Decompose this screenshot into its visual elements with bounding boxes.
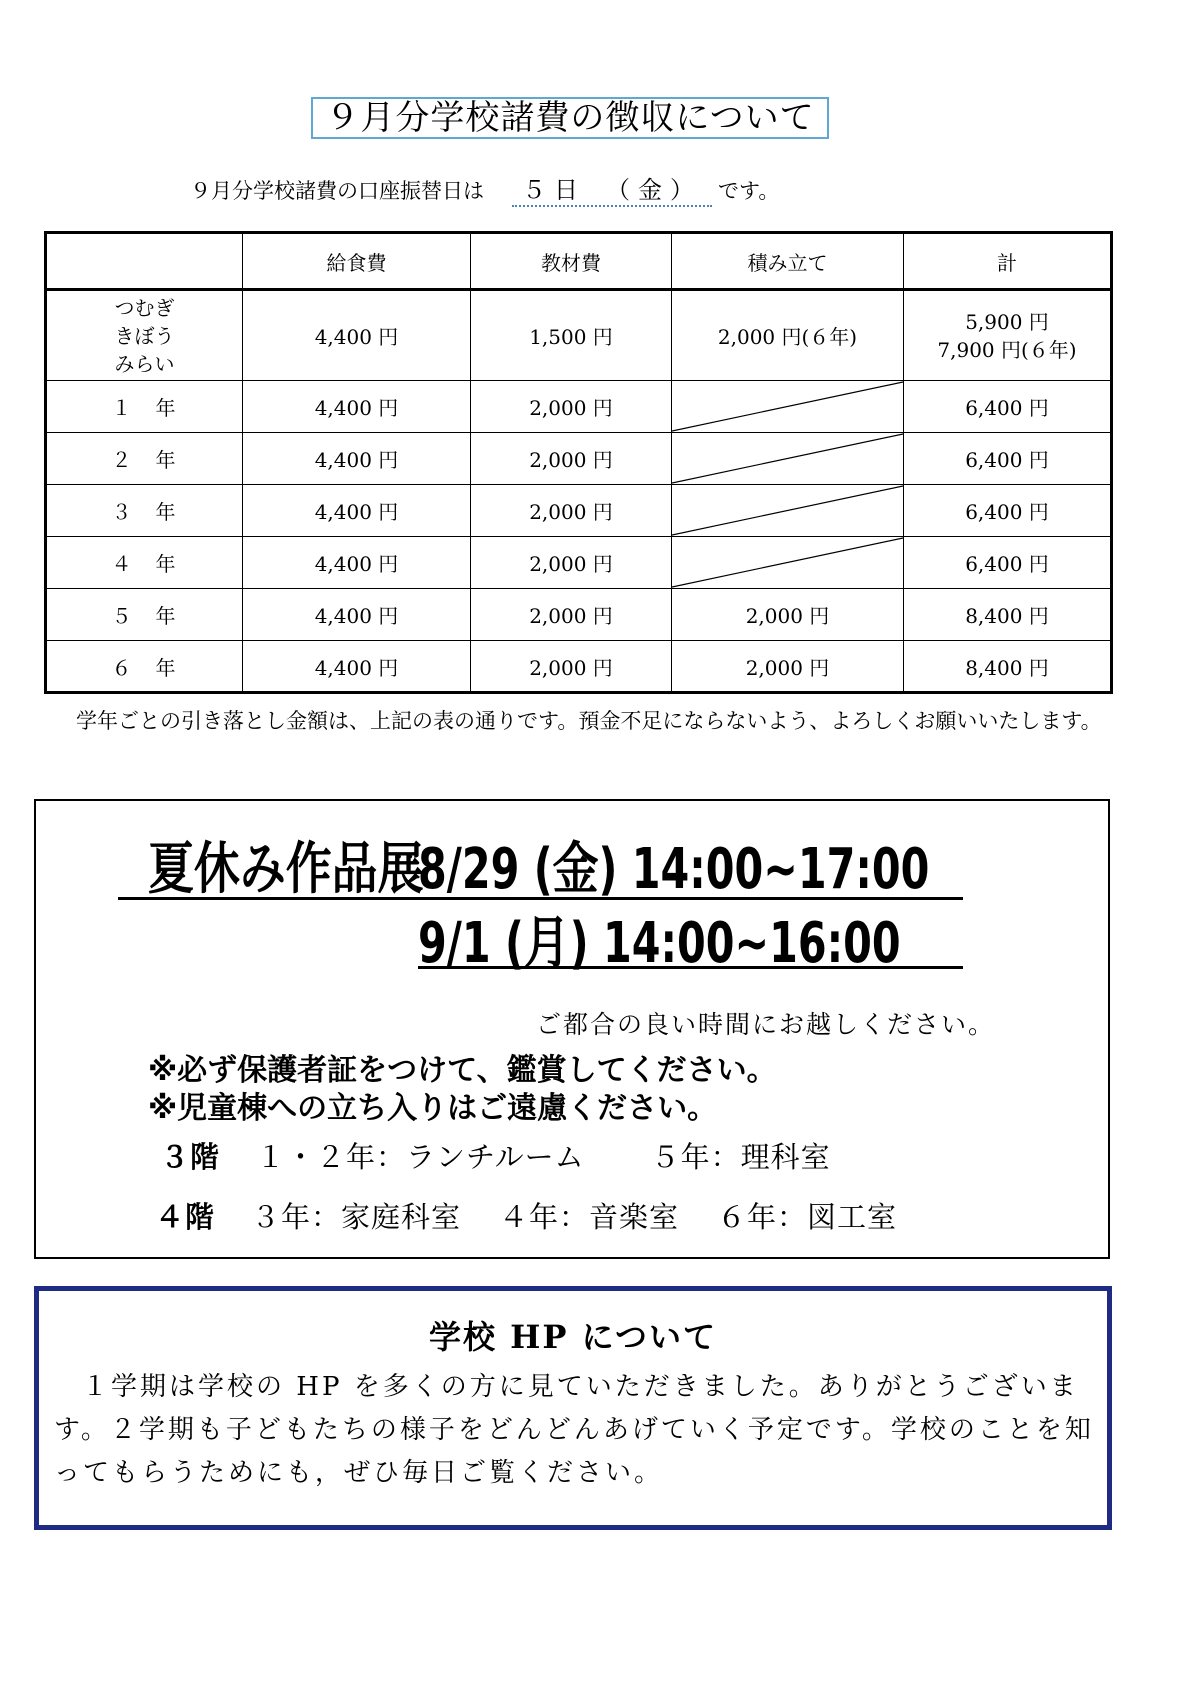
floor-label: ３階 — [160, 1140, 221, 1174]
cell-total: 6,400 円 — [904, 433, 1112, 485]
cell-lunch: 4,400 円 — [243, 537, 471, 589]
underline-2 — [418, 966, 963, 969]
cell-total: 6,400 円 — [904, 537, 1112, 589]
header-lunch: 給食費 — [243, 233, 471, 290]
warning-no-entry: ※児童棟への立ち入りはご遠慮ください。 — [148, 1091, 718, 1126]
special-class-label: つむぎ きぼう みらい — [46, 290, 243, 381]
header-blank — [46, 233, 243, 290]
floor-label: ４階 — [155, 1200, 216, 1234]
diagonal-slash — [672, 537, 903, 588]
cell-lunch: 4,400 円 — [243, 641, 471, 693]
floor-4-rooms — [155, 1195, 897, 1236]
cell-total: 5,900 円 7,900 円(６年) — [904, 290, 1112, 381]
exhibition-title: 夏休み作品展 — [148, 837, 424, 902]
transfer-suffix: です。 — [718, 179, 780, 203]
grade-label: １ 年 — [46, 381, 243, 433]
cell-materials: 2,000 円 — [471, 381, 672, 433]
cell-materials: 2,000 円 — [471, 537, 672, 589]
table-row-special — [46, 290, 1112, 381]
cell-materials: 2,000 円 — [471, 589, 672, 641]
cell-savings-empty — [672, 485, 904, 537]
cell-savings-empty — [672, 537, 904, 589]
grade-label: ２ 年 — [46, 433, 243, 485]
page-title: ９月分学校諸費の徴収について — [311, 97, 829, 139]
header-savings: 積み立て — [672, 233, 904, 290]
cell-lunch: 4,400 円 — [243, 485, 471, 537]
cell-lunch: 4,400 円 — [243, 381, 471, 433]
cell-savings: 2,000 円(６年) — [672, 290, 904, 381]
table-row — [46, 589, 1112, 641]
exhibition-schedule-1: 8/29 (金) 14:00~17:00 — [418, 837, 930, 902]
exhibition-note: ご都合の良い時間にお越しください。 — [536, 1010, 996, 1039]
table-header-row — [46, 233, 1112, 290]
cell-materials: 2,000 円 — [471, 433, 672, 485]
cell-savings-empty — [672, 381, 904, 433]
underline-1 — [118, 897, 963, 900]
hp-body: １学期は学校の HP を多くの方に見ていただきました。ありがとうございます。２学期も子どもたちの様子をどんどんあげていく予定です。学校のことを知ってもらうためにも，ぜひ毎日ご覧ください。 — [54, 1372, 1094, 1488]
diagonal-slash — [672, 433, 903, 484]
hp-title: 学校 HP について — [429, 1318, 717, 1356]
diagonal-slash — [672, 381, 903, 432]
table-row — [46, 537, 1112, 589]
table-row — [46, 381, 1112, 433]
warning-guardian-badge: ※必ず保護者証をつけて、鑑賞してください。 — [148, 1053, 777, 1088]
cell-materials: 2,000 円 — [471, 641, 672, 693]
fee-table — [44, 231, 1113, 694]
cell-lunch: 4,400 円 — [243, 290, 471, 381]
cell-total: 8,400 円 — [904, 641, 1112, 693]
diagonal-slash — [672, 485, 903, 536]
room-item: ４年：音楽室 — [499, 1200, 680, 1234]
cell-total: 8,400 円 — [904, 589, 1112, 641]
table-note: 学年ごとの引き落とし金額は、上記の表の通りです。預金不足にならないよう、よろしくお願いいたします。 — [76, 709, 1102, 733]
cell-savings-empty — [672, 433, 904, 485]
transfer-date: ５日 （金） — [512, 170, 712, 207]
grade-label: ６ 年 — [46, 641, 243, 693]
cell-total: 6,400 円 — [904, 485, 1112, 537]
table-row — [46, 641, 1112, 693]
table-row — [46, 485, 1112, 537]
transfer-prefix: ９月分学校諸費の口座振替日は — [190, 179, 484, 203]
grade-label: ５ 年 — [46, 589, 243, 641]
header-materials: 教材費 — [471, 233, 672, 290]
cell-savings: 2,000 円 — [672, 589, 904, 641]
cell-total: 6,400 円 — [904, 381, 1112, 433]
cell-savings: 2,000 円 — [672, 641, 904, 693]
table-row — [46, 433, 1112, 485]
cell-materials: 2,000 円 — [471, 485, 672, 537]
header-total: 計 — [904, 233, 1112, 290]
room-item: ３年：家庭科室 — [251, 1200, 462, 1234]
grade-label: ３ 年 — [46, 485, 243, 537]
room-item: ５年：理科室 — [650, 1140, 831, 1174]
exhibition-schedule-2: 9/1 (月) 14:00~16:00 — [418, 911, 901, 976]
transfer-date-line — [190, 170, 779, 207]
cell-lunch: 4,400 円 — [243, 433, 471, 485]
cell-lunch: 4,400 円 — [243, 589, 471, 641]
cell-materials: 1,500 円 — [471, 290, 672, 381]
room-item: ６年：図工室 — [717, 1200, 898, 1234]
grade-label: ４ 年 — [46, 537, 243, 589]
room-item: １・２年：ランチルーム — [256, 1140, 585, 1174]
floor-3-rooms — [160, 1135, 831, 1176]
